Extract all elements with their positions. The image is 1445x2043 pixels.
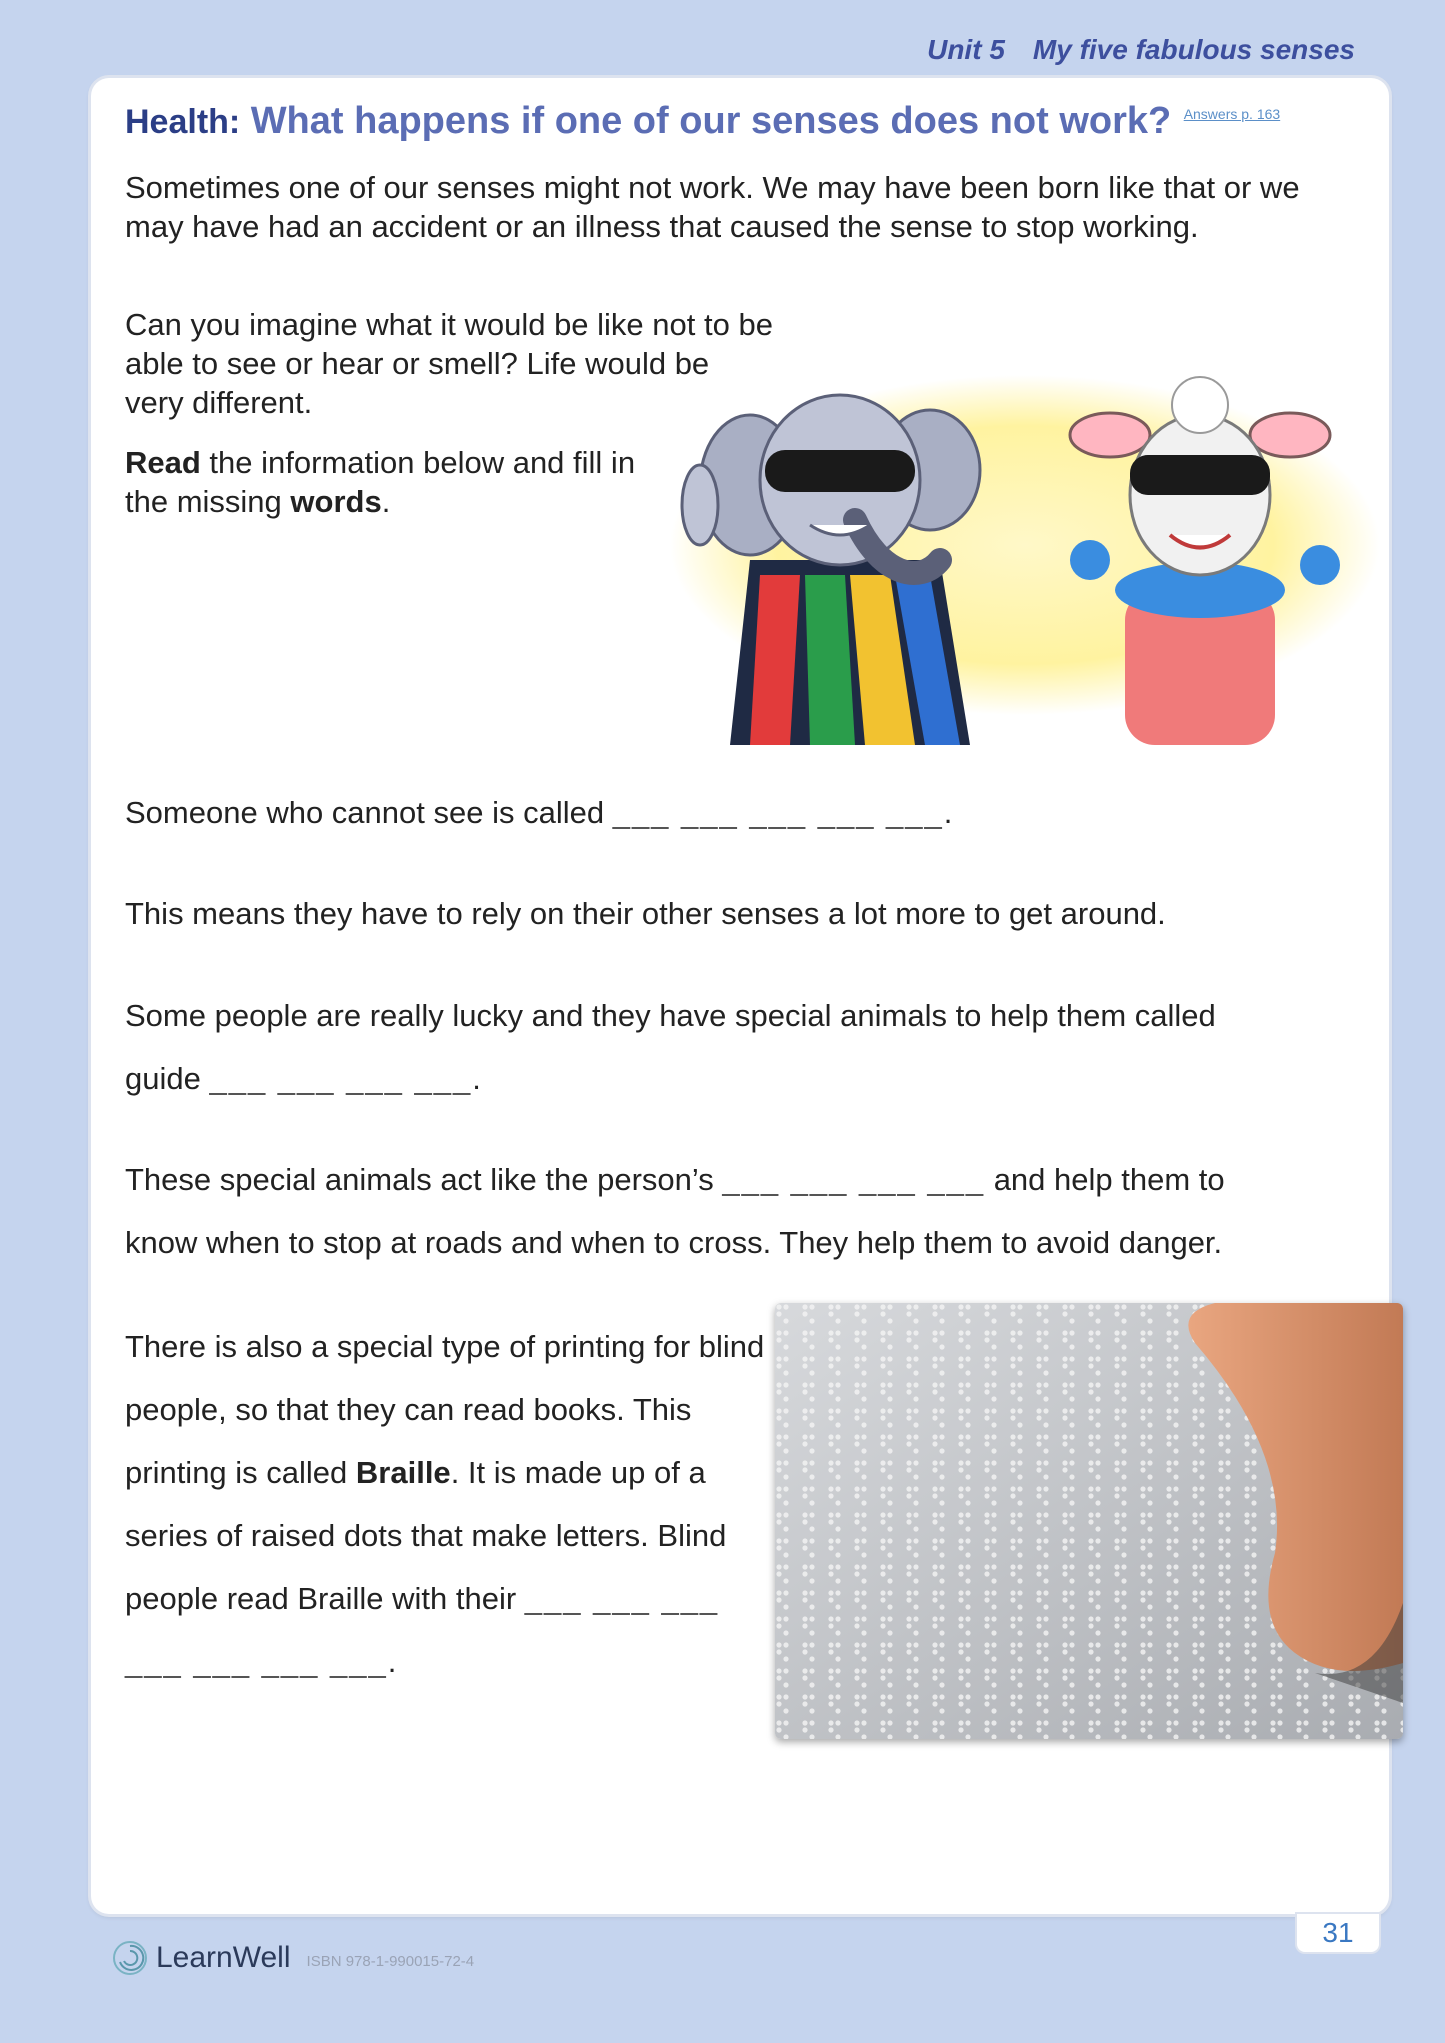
guide-word: guide — [125, 1061, 210, 1096]
answers-link[interactable]: Answers p. 163 — [1183, 106, 1281, 122]
unit-label: Unit 5 — [927, 34, 1005, 65]
sentence-senses: This means they have to rely on their other senses a lot more to get around. — [125, 896, 1166, 931]
learnwell-logo-icon — [112, 1940, 148, 1976]
read-word: Read — [125, 445, 201, 480]
title-text: What happens if one of our senses does not work? — [250, 100, 1172, 142]
braille-text-2: . It is made up of a series of raised dots that make letters. Blind people read Braille with their — [125, 1455, 727, 1616]
intro-paragraph-1: Sometimes one of our senses might not work. We may have been born like that or we may have had an accident or an illness that caused the sense to stop working. — [125, 170, 1300, 244]
intro-paragraph-2: Can you imagine what it would be like not to be able to see or hear or smell? Life would be very different. — [125, 307, 773, 420]
sentence-lucky-line1: Some people are really lucky and they have special animals to help them called — [125, 998, 1216, 1033]
sentence-lucky-end: . — [472, 1061, 481, 1096]
unit-topic: My five fabulous senses — [1032, 34, 1355, 65]
braille-paragraph — [125, 1315, 765, 1693]
instruction-end: . — [381, 484, 391, 519]
braille-photo — [775, 1303, 1403, 1739]
blindfolded-animals-illustration — [640, 345, 1380, 745]
words-word: words — [290, 484, 382, 519]
blind-answer-blank[interactable]: ___ ___ ___ ___ ___ — [612, 795, 944, 830]
sentence-special-after: and help them to — [985, 1162, 1225, 1197]
sentence-lucky-line2 — [125, 1061, 481, 1097]
instruction-mid: the information below and fill in the missing — [125, 445, 636, 519]
braille-text-1: There is also a special type of printing for blind people, so that they can read books. This printing is called — [125, 1329, 765, 1490]
sentence-special-line1 — [125, 1162, 1225, 1198]
eyes-answer-blank[interactable]: ___ ___ ___ ___ — [722, 1162, 986, 1197]
sentence-special-line2: know when to stop at roads and when to cross. They help them to avoid danger. — [125, 1225, 1223, 1260]
footer-brand — [112, 1940, 474, 1976]
isbn: ISBN 978-1-990015-72-4 — [306, 1952, 475, 1970]
page-title — [125, 100, 1280, 143]
title-label: Health: — [125, 103, 241, 141]
sentence-blind-text: Someone who cannot see is called — [125, 795, 613, 830]
sentence-special-text: These special animals act like the person’s — [125, 1162, 723, 1197]
fingertips-answer-blank[interactable]: ___ ___ ___ ___ ___ ___ ___ — [125, 1581, 720, 1679]
unit-header — [927, 34, 1355, 66]
page-number: 31 — [1297, 1914, 1379, 1952]
sentence-blind — [125, 795, 952, 831]
braille-end: . — [387, 1644, 397, 1679]
guide-answer-blank[interactable]: ___ ___ ___ ___ — [209, 1061, 473, 1096]
braille-word: Braille — [355, 1455, 451, 1490]
sentence-blind-end: . — [943, 795, 953, 830]
instruction-paragraph — [125, 443, 645, 521]
brand-name: LearnWell — [156, 1941, 291, 1974]
